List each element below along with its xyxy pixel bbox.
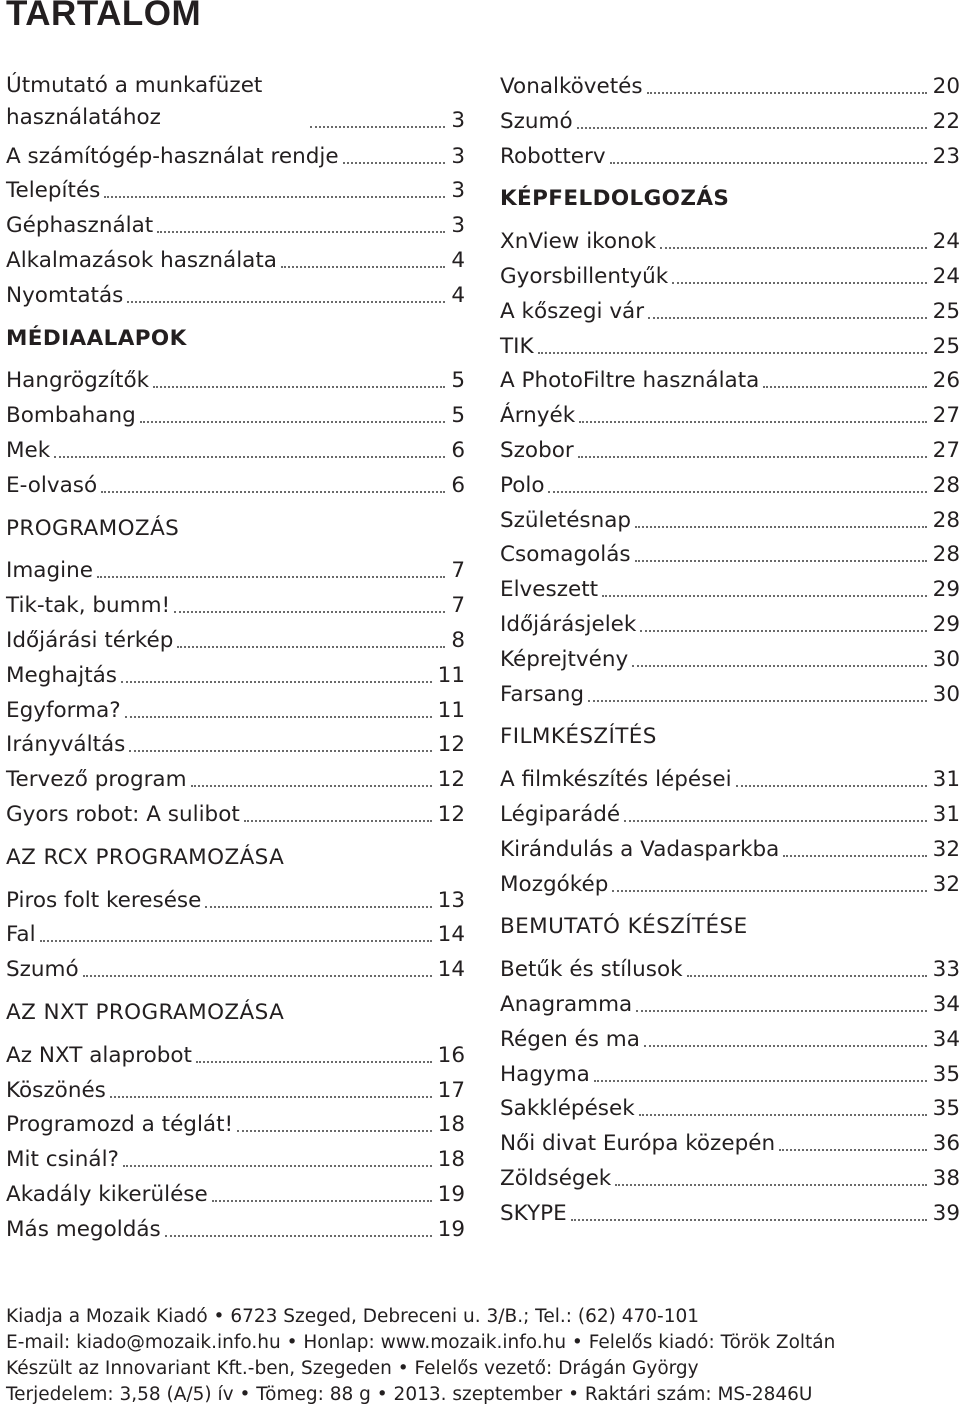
toc-entry-title: Telepítés — [6, 178, 101, 204]
toc-entry — [6, 138, 465, 170]
dot-leader — [612, 890, 926, 892]
toc-entry-title: Szumó — [500, 108, 573, 134]
toc-entry — [6, 1211, 465, 1243]
toc-entry — [500, 502, 960, 534]
toc-entry-title: Meghajtás — [6, 662, 118, 688]
toc-entry-page: 28 — [932, 542, 960, 568]
toc-entry-page: 24 — [932, 264, 960, 289]
toc-entry — [500, 103, 960, 135]
dot-leader — [110, 1096, 432, 1098]
toc-entry-title: Árnyék — [500, 403, 576, 429]
toc-entry — [500, 1125, 960, 1157]
dot-leader — [571, 1219, 927, 1221]
toc-entry-title: SKYPE — [500, 1200, 567, 1226]
toc-entry-title: Mit csinál? — [6, 1147, 119, 1173]
dot-leader — [157, 231, 445, 233]
toc-entry-title: Mek — [6, 438, 51, 463]
toc-entry-title: A kőszegi vár — [500, 298, 645, 324]
toc-entry-page: 6 — [451, 472, 465, 498]
toc-entry — [500, 831, 960, 863]
toc-entry — [6, 587, 465, 619]
dot-leader — [783, 855, 926, 857]
toc-entry-page: 18 — [437, 1112, 465, 1138]
dot-leader — [610, 162, 927, 164]
toc-entry — [6, 1176, 465, 1208]
toc-entry-title: A számítógép-használat rendje — [6, 143, 339, 169]
section-heading: FILMKÉSZÍTÉS — [500, 724, 657, 750]
colophon — [6, 1304, 835, 1408]
toc-entry — [6, 552, 465, 584]
toc-entry — [500, 796, 960, 828]
toc-entry — [6, 657, 465, 689]
toc-entry-title: Vonalkövetés — [500, 74, 643, 99]
toc-entry-title: E-olvasó — [6, 472, 98, 498]
dot-leader — [127, 301, 445, 303]
dot-leader — [244, 820, 432, 822]
toc-entry-page: 22 — [932, 108, 960, 134]
dot-leader — [636, 1010, 926, 1012]
toc-entry-title: Régen és ma — [500, 1026, 640, 1052]
toc-entry — [500, 1195, 960, 1227]
toc-entry-title: Az NXT alaprobot — [6, 1042, 192, 1068]
dot-leader — [237, 1130, 431, 1132]
section-heading: AZ RCX PROGRAMOZÁSA — [6, 844, 285, 870]
toc-entry-page: 25 — [932, 298, 960, 324]
dot-leader — [97, 576, 445, 578]
toc-entry-title: Fal — [6, 922, 36, 948]
toc-entry-title: Robotterv — [500, 143, 606, 169]
toc-entry-page: 11 — [437, 697, 465, 723]
toc-entry-page: 20 — [932, 74, 960, 99]
toc-entry — [500, 1160, 960, 1192]
toc-entry-title: Hangrögzítők — [6, 368, 150, 394]
section-heading: PROGRAMOZÁS — [6, 515, 180, 541]
toc-entry-page: 5 — [451, 403, 465, 429]
dot-leader — [602, 595, 927, 597]
toc-entry — [6, 1072, 465, 1104]
dot-leader — [191, 785, 432, 787]
toc-entry-title: Gyorsbillentyűk — [500, 264, 669, 289]
section-heading: AZ NXT PROGRAMOZÁSA — [6, 1000, 285, 1025]
toc-entry-page: 31 — [932, 767, 960, 793]
toc-entry-title: Csomagolás — [500, 542, 631, 568]
toc-entry — [6, 362, 465, 394]
page-title: TARTALOM — [6, 0, 202, 33]
toc-entry-title: Képrejtvény — [500, 646, 629, 672]
toc-entry — [6, 1106, 465, 1138]
toc-entry-page: 12 — [437, 732, 465, 758]
dot-leader — [205, 906, 431, 908]
colophon-printer: Készült az Innovariant Kft.-ben, Szegeden • Felelős vezető: Drágán György — [6, 1358, 699, 1379]
toc-entry-title: Bombahang — [6, 403, 136, 429]
toc-entry-title: A filmkészítés lépései — [500, 767, 732, 793]
toc-entry-page: 3 — [451, 108, 465, 133]
toc-entry — [6, 277, 465, 309]
dot-leader — [548, 491, 926, 493]
toc-entry — [500, 761, 960, 793]
toc-entry-page: 7 — [451, 558, 465, 584]
dot-leader — [538, 352, 927, 354]
toc-entry-title: Nyomtatás — [6, 282, 124, 308]
toc-entry-page: 19 — [437, 1182, 465, 1207]
toc-entry — [500, 467, 960, 499]
toc-entry-page: 30 — [932, 646, 960, 672]
toc-entry-title: Tervező program — [6, 767, 187, 793]
dot-leader — [779, 1149, 927, 1151]
toc-entry-page: 34 — [932, 1026, 960, 1052]
toc-entry-page: 14 — [437, 922, 465, 948]
toc-entry — [500, 362, 960, 394]
dot-leader — [640, 630, 926, 632]
toc-entry — [500, 536, 960, 568]
toc-entry-title: Kirándulás a Vadasparkba — [500, 836, 780, 862]
section-heading: KÉPFELDOLGOZÁS — [500, 186, 730, 212]
toc-entry-page: 5 — [451, 368, 465, 394]
toc-entry-title: Időjárásjelek — [500, 612, 637, 637]
dot-leader — [639, 1114, 927, 1116]
section-heading: BEMUTATÓ KÉSZÍTÉSE — [500, 914, 748, 940]
toc-entry-page: 28 — [932, 472, 960, 498]
toc-entry — [6, 761, 465, 793]
toc-entry-page: 29 — [932, 577, 960, 603]
dot-leader — [763, 386, 926, 388]
toc-entry-page: 12 — [437, 802, 465, 827]
dot-leader — [174, 611, 445, 613]
dot-leader — [165, 1235, 432, 1237]
toc-entry-page: 7 — [451, 593, 465, 619]
dot-leader — [125, 716, 432, 718]
dot-leader — [129, 750, 431, 752]
toc-entry — [6, 467, 465, 499]
toc-entry-title: Géphasználat — [6, 213, 154, 239]
toc-entry-title: Polo — [500, 472, 545, 498]
toc-entry-page: 30 — [932, 681, 960, 707]
toc-entry-page: 32 — [932, 871, 960, 897]
toc-entry — [500, 866, 960, 898]
toc-entry-title: Imagine — [6, 558, 93, 584]
toc-entry-page: 3 — [451, 213, 465, 239]
toc-entry-title: Hagyma — [500, 1061, 590, 1087]
toc-entry — [500, 328, 960, 360]
dot-leader — [177, 646, 445, 648]
toc-entry — [500, 293, 960, 325]
toc-entry-page: 34 — [932, 992, 960, 1017]
dot-leader — [594, 1080, 927, 1082]
dot-leader — [647, 92, 927, 94]
toc-entry — [6, 1141, 465, 1173]
toc-entry-page: 29 — [932, 612, 960, 637]
toc-entry-title: Szobor — [500, 438, 574, 463]
toc-entry-title: Más megoldás — [6, 1216, 161, 1242]
toc-entry-page: 4 — [451, 248, 465, 273]
toc-entry-title: Egyforma? — [6, 697, 121, 723]
toc-entry — [6, 172, 465, 204]
toc-entry-page: 31 — [932, 802, 960, 827]
toc-entry-title: Gyors robot: A sulibot — [6, 802, 240, 827]
toc-entry-page: 27 — [932, 438, 960, 463]
toc-entry-page: 8 — [451, 628, 465, 653]
toc-entry-title: XnView ikonok — [500, 229, 657, 255]
dot-leader — [632, 665, 926, 667]
toc-entry-page: 33 — [932, 957, 960, 983]
dot-leader — [579, 421, 926, 423]
dot-leader — [578, 456, 927, 458]
toc-entry — [500, 397, 960, 429]
toc-entry-page: 3 — [451, 143, 465, 169]
toc-entry-title: Piros folt keresése — [6, 887, 202, 913]
toc-entry-title: Útmutató a munkafüzet használatához — [6, 73, 263, 130]
toc-entry-title: Farsang — [500, 681, 585, 707]
toc-entry-page: 39 — [932, 1200, 960, 1226]
toc-entry-title: A PhotoFiltre használata — [500, 368, 760, 394]
dot-leader — [577, 127, 927, 129]
dot-leader — [343, 162, 446, 164]
toc-entry-page: 13 — [437, 887, 465, 913]
toc-entry-page: 3 — [451, 178, 465, 204]
toc-entry — [6, 951, 465, 983]
toc-entry — [6, 1037, 465, 1069]
dot-leader — [104, 196, 445, 198]
dot-leader — [635, 526, 927, 528]
dot-leader — [83, 975, 432, 977]
toc-entry-page: 25 — [932, 333, 960, 359]
dot-leader — [101, 491, 445, 493]
toc-entry — [500, 571, 960, 603]
dot-leader — [635, 560, 927, 562]
toc-entry-title: Női divat Európa közepén — [500, 1131, 776, 1157]
toc-entry — [6, 68, 465, 134]
toc-entry — [500, 986, 960, 1018]
toc-entry-title: Sakklépések — [500, 1096, 635, 1122]
toc-entry-page: 18 — [437, 1147, 465, 1173]
toc-entry-title: Köszönés — [6, 1077, 106, 1103]
toc-entry-title: Tik-tak, bumm! — [6, 593, 171, 619]
dot-leader — [40, 940, 432, 942]
dot-leader — [140, 421, 446, 423]
toc-entry — [500, 951, 960, 983]
toc-entry-title: TIK — [500, 333, 534, 359]
toc-entry — [500, 641, 960, 673]
toc-entry — [500, 1021, 960, 1053]
toc-entry-title: Légiparádé — [500, 802, 621, 827]
toc-entry-title: Születésnap — [500, 507, 632, 533]
toc-entry — [6, 726, 465, 758]
dot-leader — [648, 317, 927, 319]
toc-entry-page: 35 — [932, 1096, 960, 1122]
toc-entry — [500, 1090, 960, 1122]
toc-entry-page: 27 — [932, 403, 960, 429]
toc-entry — [6, 432, 465, 464]
toc-entry-page: 17 — [437, 1077, 465, 1103]
toc-entry — [6, 622, 465, 654]
colophon-publisher: Kiadja a Mozaik Kiadó • 6723 Szeged, Debreceni u. 3/B.; Tel.: (62) 470-101 — [6, 1306, 700, 1327]
toc-entry — [6, 397, 465, 429]
toc-entry-page: 35 — [932, 1061, 960, 1087]
toc-entry — [6, 692, 465, 724]
toc-entry-page: 16 — [437, 1042, 465, 1068]
dot-leader — [196, 1061, 432, 1063]
dot-leader — [687, 975, 927, 977]
toc-entry-title: Alkalmazások használata — [6, 248, 277, 273]
toc-entry — [500, 223, 960, 255]
toc-entry — [500, 258, 960, 290]
toc-entry-page: 19 — [437, 1216, 465, 1242]
dot-leader — [54, 456, 445, 458]
section-heading: MÉDIAALAPOK — [6, 325, 187, 351]
toc-entry-title: Betűk és stílusok — [500, 957, 683, 983]
dot-leader — [153, 386, 445, 388]
toc-entry-page: 6 — [451, 438, 465, 463]
toc-entry-page: 32 — [932, 836, 960, 862]
toc-entry-page: 4 — [451, 282, 465, 308]
dot-leader — [615, 1184, 926, 1186]
dot-leader — [644, 1045, 927, 1047]
toc-entry — [6, 796, 465, 828]
toc-entry-page: 12 — [437, 767, 465, 793]
dot-leader — [121, 681, 432, 683]
toc-entry-page: 14 — [437, 957, 465, 983]
dot-leader — [281, 266, 445, 268]
dot-leader — [672, 282, 926, 284]
dot-leader — [624, 820, 926, 822]
toc-entry — [500, 606, 960, 638]
toc-entry-title: Mozgókép — [500, 871, 609, 897]
toc-entry-title: Akadály kikerülése — [6, 1182, 208, 1207]
toc-entry — [6, 882, 465, 914]
toc-entry — [6, 207, 465, 239]
toc-entry-title: Időjárási térkép — [6, 628, 174, 653]
dot-leader — [310, 126, 445, 128]
toc-entry-page: 38 — [932, 1166, 960, 1191]
toc-entry-page: 26 — [932, 368, 960, 394]
toc-entry — [500, 138, 960, 170]
toc-entry — [6, 242, 465, 274]
toc-entry-page: 36 — [932, 1131, 960, 1157]
toc-entry-title: Irányváltás — [6, 732, 126, 758]
dot-leader — [123, 1165, 432, 1167]
dot-leader — [212, 1200, 432, 1202]
toc-entry-page: 11 — [437, 662, 465, 688]
colophon-contact: E-mail: kiado@mozaik.info.hu • Honlap: www.mozaik.info.hu • Felelős kiadó: Török Zoltán — [6, 1332, 836, 1353]
colophon-details: Terjedelem: 3,58 (A/5) ív • Tömeg: 88 g • 2013. szeptember • Raktári szám: MS-2846U — [6, 1384, 813, 1405]
toc-entry-title: Elveszett — [500, 577, 599, 603]
toc-entry — [500, 432, 960, 464]
toc-entry-title: Zöldségek — [500, 1166, 612, 1191]
toc-entry-page: 28 — [932, 507, 960, 533]
toc-entry-page: 23 — [932, 143, 960, 169]
dot-leader — [660, 247, 926, 249]
toc-entry-title: Programozd a téglát! — [6, 1112, 234, 1138]
toc-entry — [500, 1056, 960, 1088]
toc-entry — [6, 916, 465, 948]
toc-entry-title: Szumó — [6, 957, 79, 983]
toc-entry — [500, 676, 960, 708]
dot-leader — [588, 700, 927, 702]
toc-entry-title: Anagramma — [500, 992, 633, 1017]
toc-entry-page: 24 — [932, 229, 960, 255]
toc-entry — [500, 68, 960, 100]
dot-leader — [736, 785, 927, 787]
